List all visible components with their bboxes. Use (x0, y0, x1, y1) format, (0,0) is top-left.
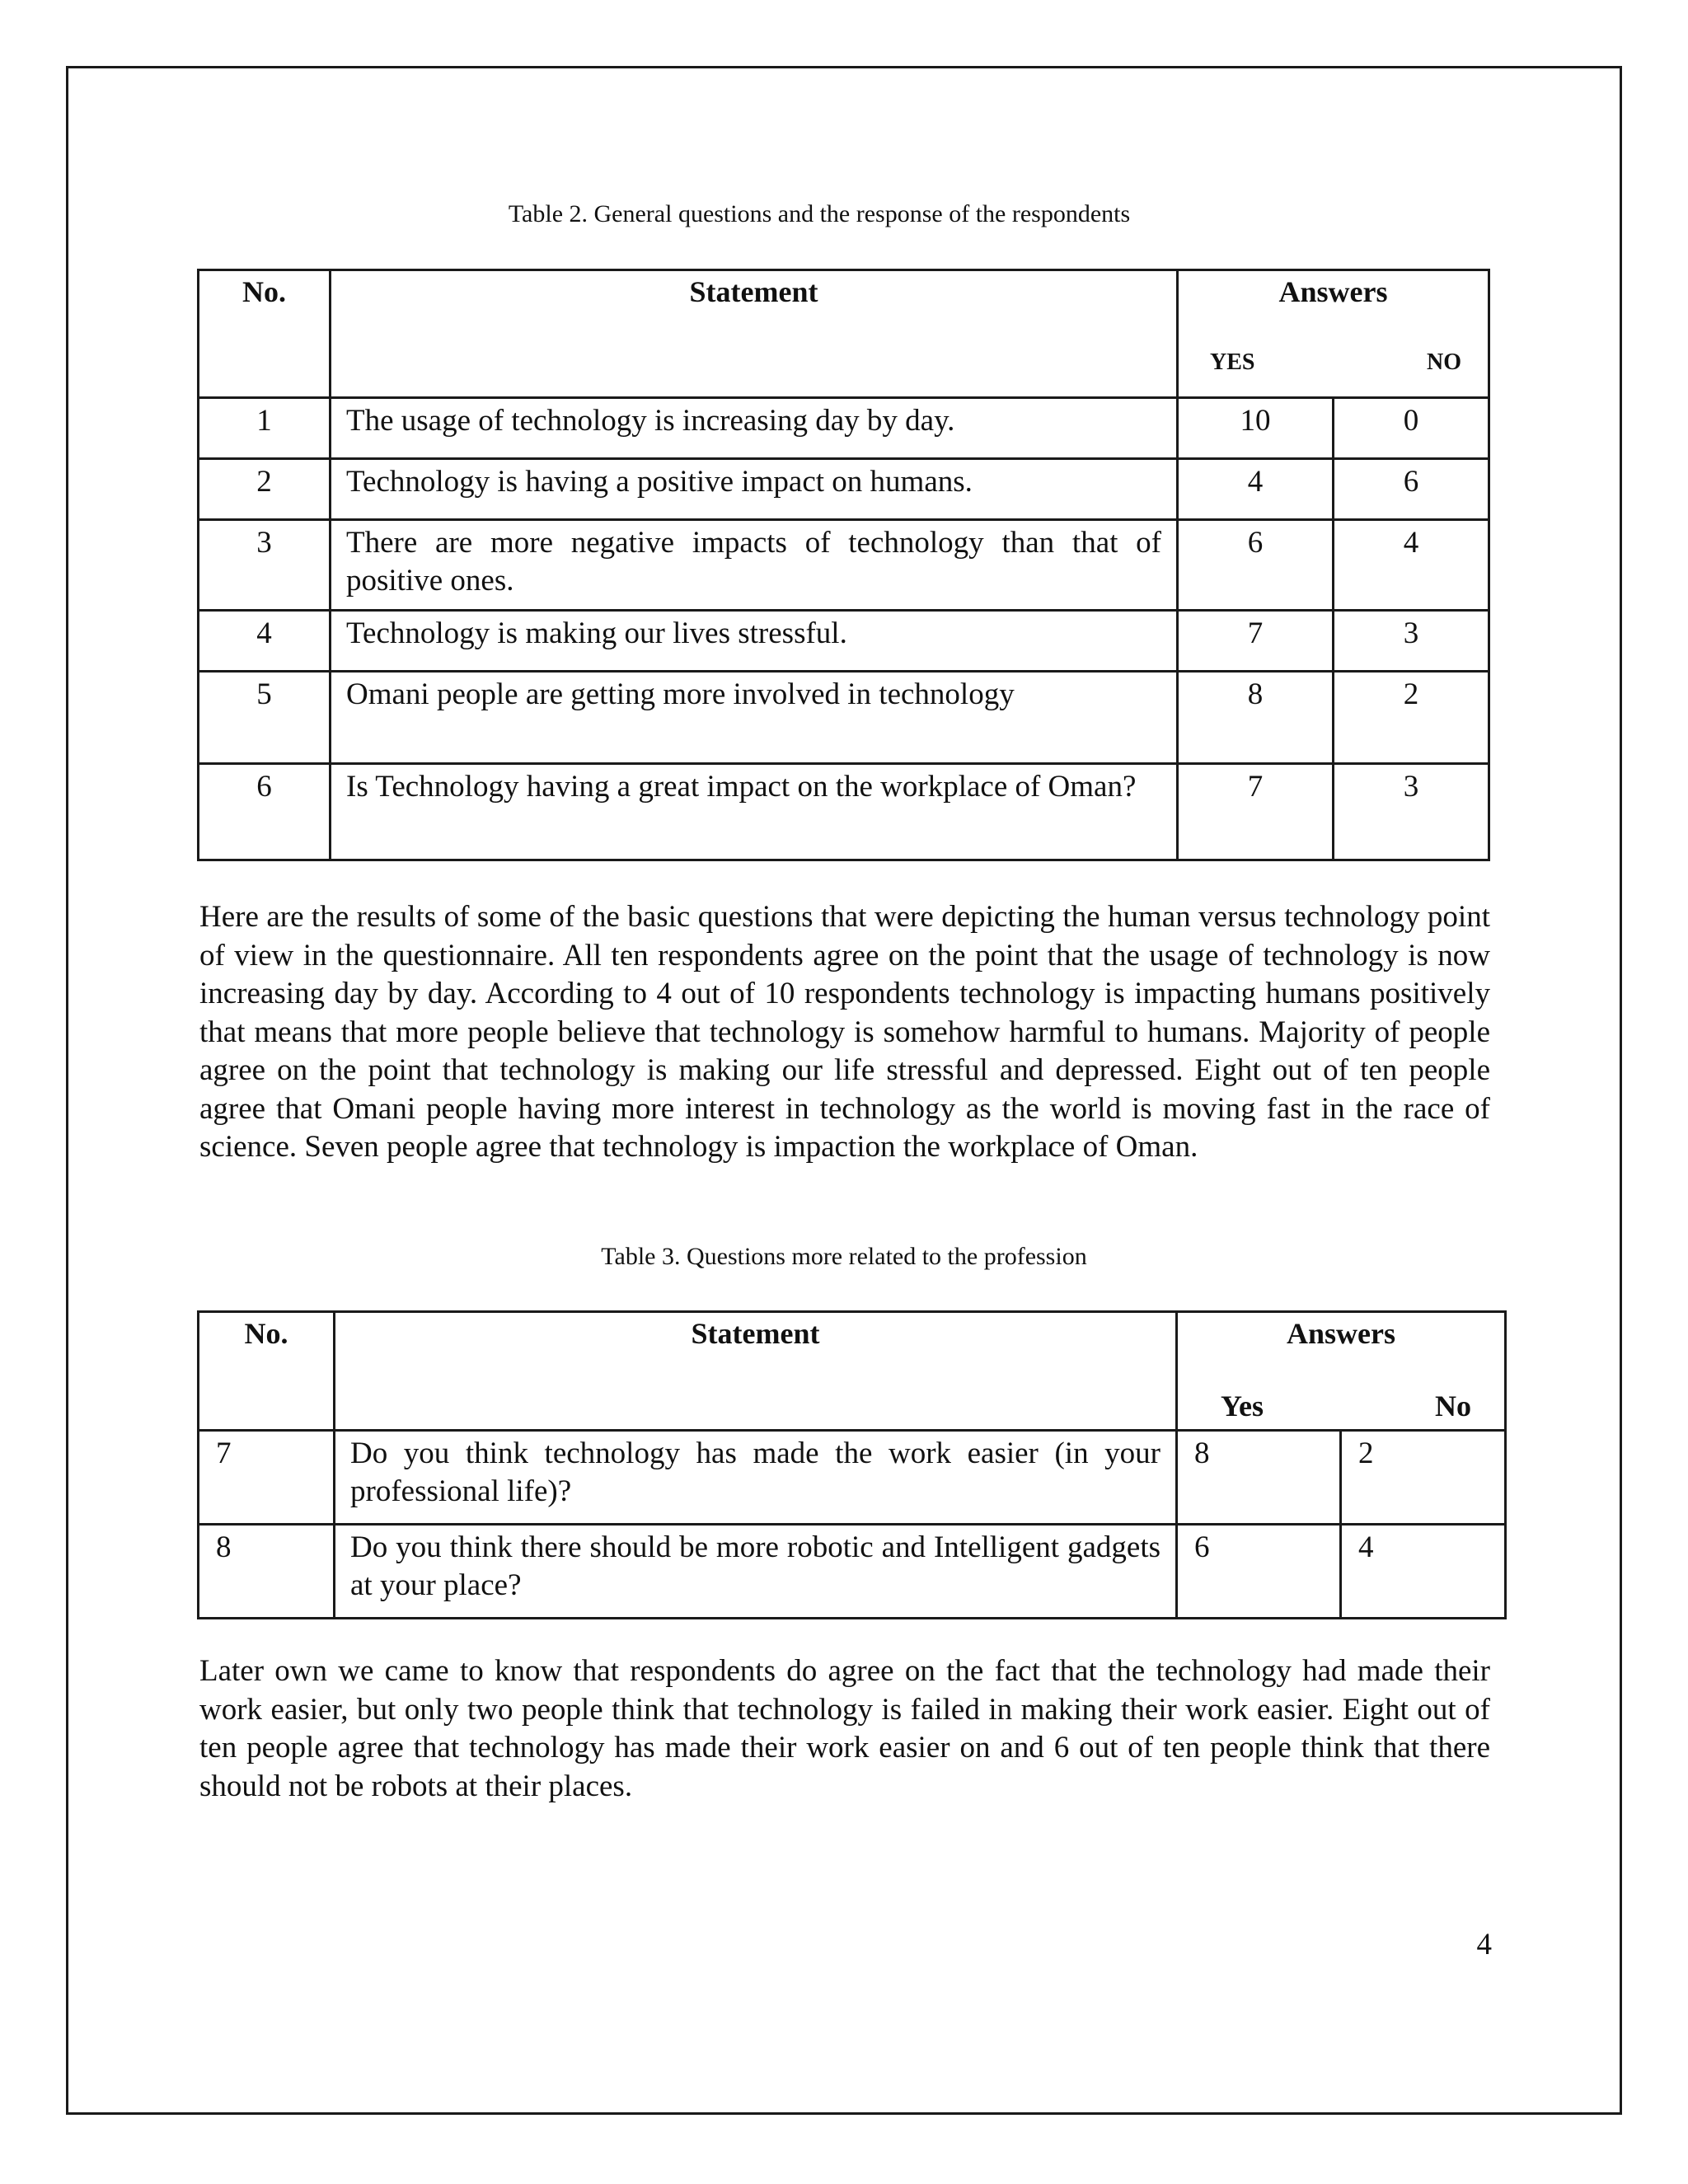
row-no: 3 (1334, 764, 1489, 860)
row-statement: Is Technology having a great impact on the workplace of Oman? (331, 764, 1178, 860)
table2-header-no: No. (199, 270, 331, 398)
table-row (199, 611, 1489, 672)
row-statement: Technology is making our lives stressful. (331, 611, 1178, 672)
row-no: 4 (1334, 520, 1489, 611)
row-no: 0 (1334, 398, 1489, 459)
table-row (199, 520, 1489, 611)
row-number: 6 (199, 764, 331, 860)
row-yes: 10 (1178, 398, 1334, 459)
table3-header-yes: Yes (1221, 1390, 1264, 1422)
row-yes: 6 (1177, 1525, 1341, 1619)
row-number: 1 (199, 398, 331, 459)
table-row (199, 672, 1489, 764)
table2-caption: Table 2. General questions and the response of the respondents (508, 200, 1131, 227)
row-statement: There are more negative impacts of technology than that of positive ones. (331, 520, 1178, 611)
row-number: 7 (199, 1431, 335, 1525)
table3-header-no-answer: No (1435, 1390, 1471, 1422)
table-row (199, 764, 1489, 860)
table3-header-row (199, 1312, 1506, 1431)
table2-header-row (199, 270, 1489, 398)
row-statement: Technology is having a positive impact on humans. (331, 459, 1178, 520)
row-yes: 6 (1178, 520, 1334, 611)
table-row (199, 459, 1489, 520)
row-number: 2 (199, 459, 331, 520)
row-number: 8 (199, 1525, 335, 1619)
row-statement: Omani people are getting more involved in technology (331, 672, 1178, 764)
paragraph-1: Here are the results of some of the basic questions that were depicting the human versus technology point of view in the questionnaire. All ten respondents agree on the point that the usage of technology is now increasing day by day. According to 4 out of 10 respondents technology is impacting humans positively that means that more people believe that technology is somehow harmful to humans. Majority of people agree on the point that technology is making our life stressful and depressed. Eight out of ten people agree that Omani people having more interest in technology as the world is moving fast in the race of science. Seven people agree that technology is impaction the workplace of Oman. (199, 900, 1490, 1164)
row-number: 5 (199, 672, 331, 764)
row-yes: 7 (1178, 764, 1334, 860)
row-no: 3 (1334, 611, 1489, 672)
table2-header-no-answer: NO (1427, 349, 1461, 375)
row-statement: Do you think technology has made the work easier (in your professional life)? (335, 1431, 1177, 1525)
row-yes: 8 (1177, 1431, 1341, 1525)
table-row (199, 1431, 1506, 1525)
table2-header-answers: Answers (1278, 275, 1388, 308)
row-yes: 7 (1178, 611, 1334, 672)
table2-header-yes: YES (1210, 349, 1255, 375)
row-yes: 8 (1178, 672, 1334, 764)
paragraph-2: Later own we came to know that respondents do agree on the fact that the technology had made their work easier, but only two people think that technology is failed in making their work easier. Eight out of ten people agree that technology has made their work easier on and 6 out of ten people think that there should not be robots at their places. (199, 1654, 1490, 1803)
page-number: 4 (1476, 1928, 1492, 1961)
table-row (199, 398, 1489, 459)
table3 (197, 1310, 1507, 1619)
table3-header-statement: Statement (335, 1312, 1177, 1431)
row-statement: Do you think there should be more robotic and Intelligent gadgets at your place? (335, 1525, 1177, 1619)
table3-caption: Table 3. Questions more related to the profession (601, 1243, 1087, 1270)
row-no: 2 (1341, 1431, 1506, 1525)
row-yes: 4 (1178, 459, 1334, 520)
row-number: 4 (199, 611, 331, 672)
row-statement: The usage of technology is increasing day by day. (331, 398, 1178, 459)
row-no: 4 (1341, 1525, 1506, 1619)
row-no: 2 (1334, 672, 1489, 764)
table3-header-no: No. (199, 1312, 335, 1431)
row-number: 3 (199, 520, 331, 611)
table2 (197, 269, 1490, 861)
table2-header-answers-cell (1178, 270, 1489, 398)
table-row (199, 1525, 1506, 1619)
row-no: 6 (1334, 459, 1489, 520)
table3-header-answers: Answers (1287, 1317, 1395, 1350)
table3-header-answers-cell (1177, 1312, 1506, 1431)
table2-header-statement: Statement (331, 270, 1178, 398)
